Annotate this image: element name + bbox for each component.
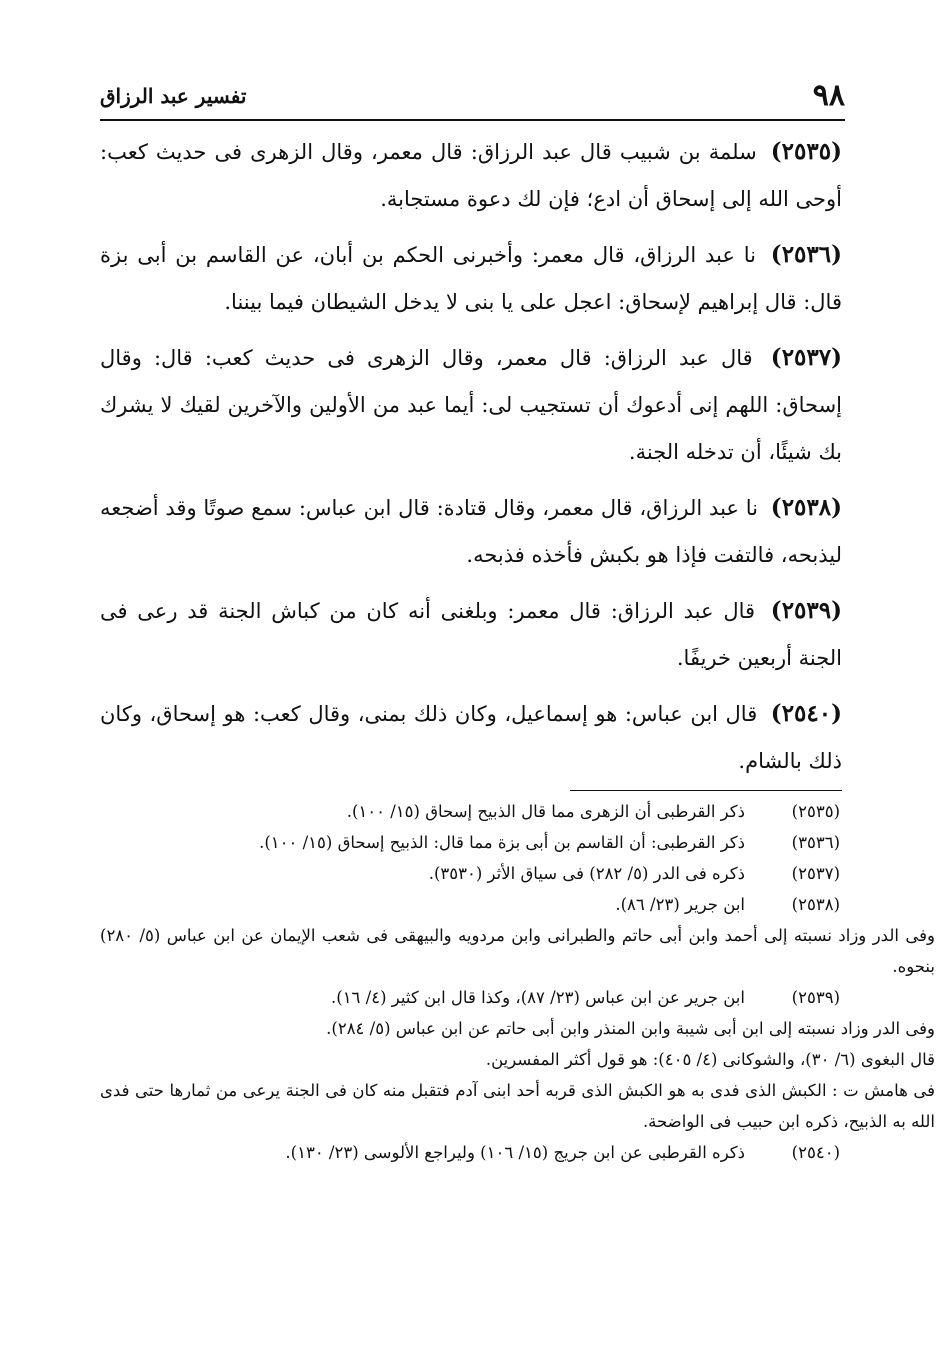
footnote-body [100, 1013, 935, 1137]
footnote-2535 [100, 796, 840, 827]
running-title: تفسير عبد الرزاق [100, 84, 247, 108]
entry-number: (٢٥٣٦) [770, 241, 842, 268]
footnote-2538-continued [100, 920, 935, 982]
entry-text: نا عبد الرزاق، قال معمر: وأخبرنى الحكم بن أبان، عن القاسم بن أبى بزة قال: قال إبراهيم لإسحاق: اعجل على يا بنى لا يدخل الشيطان فيما بيننا. [100, 243, 842, 314]
main-text [100, 128, 842, 793]
footnote-number: (٢٥٣٨) [791, 895, 840, 914]
footnote-2540 [100, 1137, 840, 1168]
entry-number: (٢٥٤٠) [770, 700, 842, 727]
entry-number: (٢٥٣٩) [770, 597, 842, 624]
footnote-body [100, 889, 745, 920]
footnote-line: فى هامش ت : الكبش الذى فدى به هو الكبش الذى قربه أحد ابنى آدم فتقبل منه كان فى الجنة يرعى من ثمارها حتى فدى الله به الذبيح، ذكره ابن حبيب فى الواضحة. [100, 1081, 935, 1131]
entry-2536 [100, 231, 842, 326]
footnote-2536 [100, 827, 840, 858]
entry-2537 [100, 334, 842, 476]
entry-text: نا عبد الرزاق، قال معمر، وقال قتادة: قال ابن عباس: سمع صوتًا وقد أضجعه ليذبحه، فالتفت فإذا هو بكبش فأخذه فذبحه. [100, 496, 842, 567]
footnote-number: (٢٥٣٩) [791, 988, 840, 1007]
entry-text: قال عبد الرزاق: قال معمر: وبلغنى أنه كان من كباش الجنة قد رعى فى الجنة أربعين خريفًا. [100, 599, 842, 670]
footnote-2539 [100, 982, 840, 1013]
footnote-number: (٢٥٤٠) [791, 1143, 840, 1162]
footnote-body [100, 1137, 745, 1168]
page-header [100, 70, 845, 116]
entry-2539 [100, 587, 842, 682]
footnote-line: ابن جرير (٢٣/ ٨٦). [615, 895, 745, 914]
entry-number: (٢٥٣٥) [770, 138, 842, 165]
footnote-line: قال البغوى (٦/ ٣٠)، والشوكانى (٤/ ٤٠٥): هو قول أكثر المفسرين. [485, 1050, 935, 1069]
footnote-line: ذكر القرطبى: أن القاسم بن أبى بزة مما قال: الذبيح إسحاق (١٥/ ١٠٠). [259, 833, 745, 852]
page-number: ٩٨ [812, 78, 845, 113]
footnote-line: ذكره فى الدر (٥/ ٢٨٢) فى سياق الأثر (٣٥٣٠). [428, 864, 745, 883]
footnote-body [100, 827, 745, 858]
entry-number: (٢٥٣٨) [770, 494, 842, 521]
footnote-line: ابن جرير عن ابن عباس (٢٣/ ٨٧)، وكذا قال ابن كثير (٤/ ١٦). [331, 988, 745, 1007]
footnotes [100, 796, 935, 1168]
footnote-number: (٣٥٣٦) [791, 833, 840, 852]
footnote-number: (٢٥٣٧) [791, 864, 840, 883]
entry-text: قال ابن عباس: هو إسماعيل، وكان ذلك بمنى، وقال كعب: هو إسحاق، وكان ذلك بالشام. [100, 702, 842, 773]
footnote-line: وفى الدر وزاد نسبته إلى ابن أبى شيبة وابن المنذر وابن أبى حاتم عن ابن عباس (٥/ ٢٨٤). [326, 1019, 935, 1038]
footnote-body [100, 858, 745, 889]
footnote-line: وفى الدر وزاد نسبته إلى أحمد وابن أبى حاتم والطبرانى وابن مردويه والبيهقى فى شعب الإيمان عن ابن عباس (٥/ ٢٨٠) بنحوه. [100, 926, 935, 976]
footnote-body [100, 982, 745, 1013]
footnote-2537 [100, 858, 840, 889]
entry-number: (٢٥٣٧) [770, 344, 842, 371]
footnote-body [100, 920, 935, 982]
footnote-line: ذكر القرطبى أن الزهرى مما قال الذبيح إسحاق (١٥/ ١٠٠). [346, 802, 745, 821]
footnote-line: ذكره القرطبى عن ابن جريج (١٥/ ١٠٦) وليراجع الألوسى (٢٣/ ١٣٠). [285, 1143, 745, 1162]
footnote-2539-continued [100, 1013, 935, 1137]
footnote-body [100, 796, 745, 827]
footnote-2538 [100, 889, 840, 920]
entry-2538 [100, 484, 842, 579]
entry-2535 [100, 128, 842, 223]
footnote-separator [570, 790, 842, 791]
entry-text: قال عبد الرزاق: قال معمر، وقال الزهرى فى حديث كعب: قال: وقال إسحاق: اللهم إنى أدعوك أن تستجيب لى: أيما عبد من الأولين والآخرين لقيك لا يشرك بك شيئًا، أن تدخله الجنة. [100, 346, 842, 464]
entry-text: سلمة بن شبيب قال عبد الرزاق: قال معمر، وقال الزهرى فى حديث كعب: أوحى الله إلى إسحاق أن ادع؛ فإن لك دعوة مستجابة. [100, 140, 842, 211]
footnote-number: (٢٥٣٥) [791, 802, 840, 821]
header-rule [100, 119, 845, 121]
entry-2540 [100, 690, 842, 785]
